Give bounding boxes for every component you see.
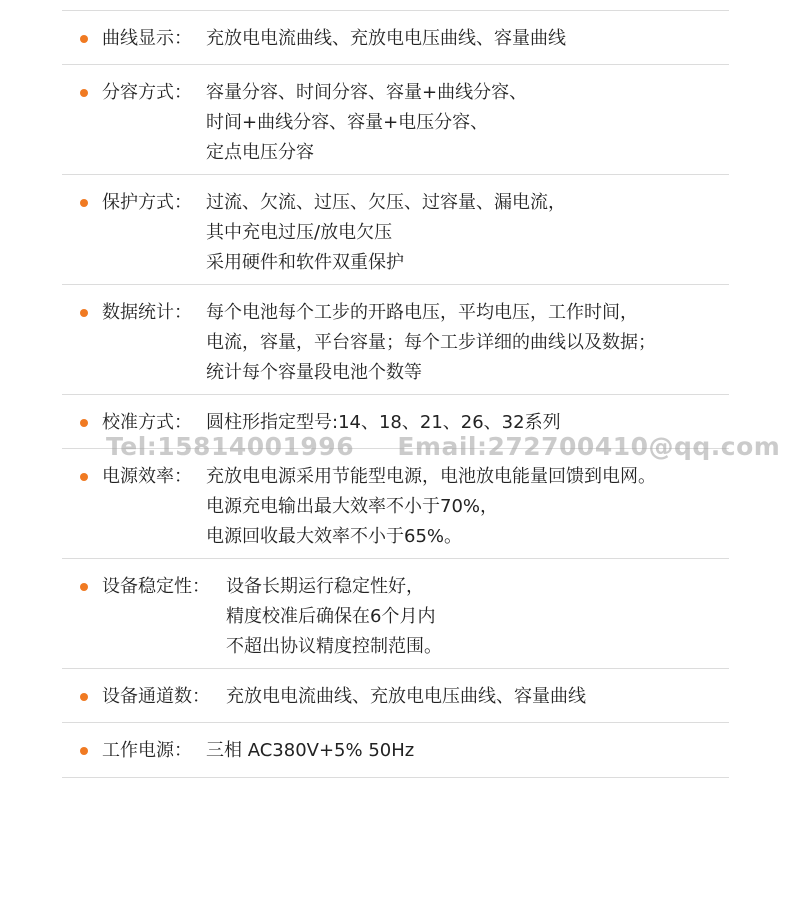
spec-row [62,723,729,778]
watermark-tel: Tel:15814001996 [106,432,355,461]
spec-value [206,24,729,54]
spec-row [62,669,729,723]
spec-value-line: 电源充电输出最大效率不小于70%， [206,496,499,517]
spec-label: 曲线显示： [102,28,192,49]
spec-value [206,188,729,278]
spec-row [62,65,729,175]
spec-value-line: 电流，容量，平台容量；每个工步详细的曲线以及数据； [206,332,656,353]
spec-value-line: 过流、欠流、过压、欠压、过容量、漏电流， [206,192,566,213]
spec-label: 分容方式： [102,82,192,103]
spec-value [206,298,729,388]
bullet-dot-icon [80,89,88,97]
spec-value [206,736,729,766]
bullet-dot-icon [80,583,88,591]
spec-value-line: 精度校准后确保在6个月内 [226,606,436,627]
bullet-dot-icon [80,473,88,481]
spec-value [226,682,729,712]
spec-value-line: 容量分容、时间分容、容量+曲线分容、 [206,82,528,103]
spec-value-line: 设备长期运行稳定性好， [226,576,424,597]
spec-value-line: 充放电电流曲线、充放电电压曲线、容量曲线 [206,28,566,49]
spec-value-line: 圆柱形指定型号:14、18、21、26、32系列 [206,412,561,433]
bullet-dot-icon [80,693,88,701]
bullet-dot-icon [80,35,88,43]
spec-value-line: 定点电压分容 [206,142,314,163]
spec-row [62,175,729,285]
spec-value-line: 采用硬件和软件双重保护 [206,252,404,273]
spec-label: 工作电源： [102,740,192,761]
spec-value-line: 每个电池每个工步的开路电压，平均电压，工作时间， [206,302,638,323]
spec-label: 数据统计： [102,302,192,323]
spec-value-line: 电源回收最大效率不小于65%。 [206,526,463,547]
spec-list [62,10,729,778]
spec-value-line: 三相 AC380V+5% 50Hz [206,740,415,761]
spec-label: 电源效率： [102,466,192,487]
spec-row [62,449,729,559]
contact-watermark [106,432,780,461]
spec-row [62,11,729,65]
bullet-dot-icon [80,419,88,427]
spec-value [226,572,729,662]
bullet-dot-icon [80,747,88,755]
spec-label: 设备稳定性： [102,576,210,597]
spec-label: 设备通道数： [102,686,210,707]
spec-value-line: 不超出协议精度控制范围。 [226,636,442,657]
bullet-dot-icon [80,199,88,207]
spec-label: 校准方式： [102,412,192,433]
spec-value [206,462,729,552]
bullet-dot-icon [80,309,88,317]
spec-value-line: 时间+曲线分容、容量+电压分容、 [206,112,489,133]
spec-value [206,78,729,168]
spec-value-line: 充放电电流曲线、充放电电压曲线、容量曲线 [226,686,586,707]
spec-value-line: 充放电电源采用节能型电源，电池放电能量回馈到电网。 [206,466,656,487]
spec-label: 保护方式： [102,192,192,213]
watermark-email: Email:272700410@qq.com [397,432,781,461]
spec-value-line: 其中充电过压/放电欠压 [206,222,393,243]
spec-value-line: 统计每个容量段电池个数等 [206,362,422,383]
spec-row [62,559,729,669]
spec-row [62,285,729,395]
